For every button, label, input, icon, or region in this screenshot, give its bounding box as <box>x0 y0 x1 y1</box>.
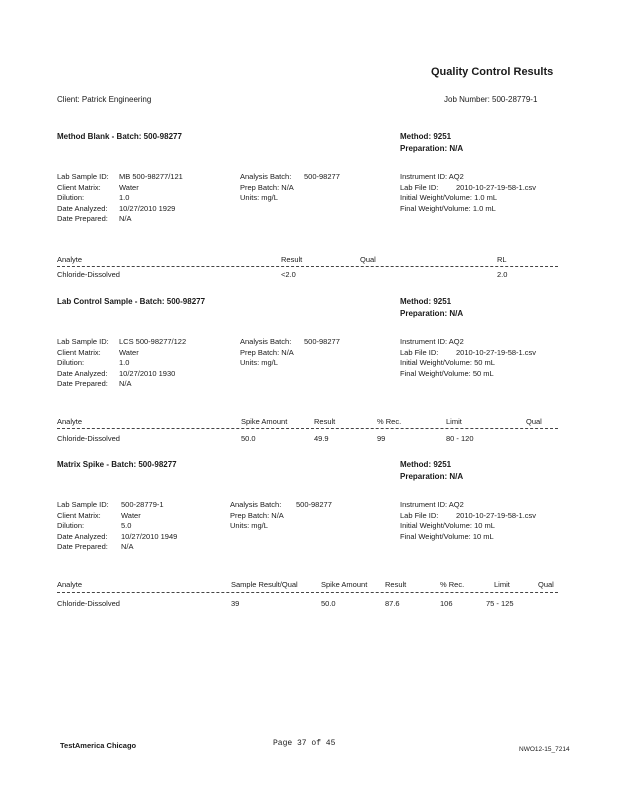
info-label: Client Matrix: <box>57 182 101 192</box>
info-row <box>57 337 186 348</box>
client-name: Client: Patrick Engineering <box>57 95 152 104</box>
table-header-result: Result <box>281 255 303 264</box>
info-value: AQ2 <box>448 172 464 181</box>
info-row <box>57 214 183 225</box>
method-blank-method: Method: 9251 <box>400 132 452 141</box>
lcs-preparation: Preparation: N/A <box>400 309 464 318</box>
info-value: 10/27/2010 1930 <box>119 368 176 378</box>
info-label: Instrument ID: <box>400 500 448 509</box>
info-label: Date Analyzed: <box>57 203 108 213</box>
table-header-result: Result <box>314 417 336 426</box>
info-row <box>400 204 536 215</box>
table-header-rec: % Rec. <box>440 580 465 589</box>
table-header-spike-amount: Spike Amount <box>321 580 368 589</box>
info-row <box>57 193 183 204</box>
table-cell-result: 49.9 <box>314 434 329 443</box>
info-value: MB 500-98277/121 <box>119 172 183 181</box>
info-value: 2010-10-27-19-58-1.csv <box>456 510 537 520</box>
info-label: Initial Weight/Volume: <box>400 521 472 530</box>
matrix-spike-title: Matrix Spike - Batch: 500-98277 <box>57 460 177 469</box>
info-label: Client Matrix: <box>57 347 101 357</box>
table-header-sample-result: Sample Result/Qual <box>231 580 298 589</box>
info-row <box>400 369 536 380</box>
info-value: 50 mL <box>472 368 494 378</box>
info-label: Lab Sample ID: <box>57 337 109 346</box>
info-label: Instrument ID: <box>400 337 448 346</box>
info-value: 500-28779-1 <box>121 500 164 509</box>
footer-page-number: Page 37 of 45 <box>273 739 336 748</box>
info-row <box>57 369 186 380</box>
info-row <box>57 204 183 215</box>
info-value: 500-98277 <box>296 500 332 509</box>
lcs-title: Lab Control Sample - Batch: 500-98277 <box>57 297 206 306</box>
table-header-analyte: Analyte <box>57 255 83 264</box>
info-value: N/A <box>121 542 134 551</box>
info-value: 500-98277 <box>304 337 340 346</box>
lcs-info-col3 <box>400 337 536 379</box>
info-label: Lab File ID: <box>400 347 439 357</box>
footer-document-id: NWO12-15_7214 <box>519 746 570 753</box>
info-row <box>230 521 332 532</box>
info-row <box>57 379 186 390</box>
table-cell-limit: 80 - 120 <box>446 434 474 443</box>
info-label: Dilution: <box>57 521 85 530</box>
info-value: N/A <box>281 182 294 192</box>
info-label: Initial Weight/Volume: <box>400 358 472 367</box>
table-cell-analyte: Chloride-Dissolved <box>57 270 120 279</box>
matrix-spike-info-col1 <box>57 500 177 553</box>
info-label: Client Matrix: <box>57 510 101 520</box>
footer-lab-name: TestAmerica Chicago <box>60 741 137 750</box>
info-label: Dilution: <box>57 193 85 202</box>
table-header-result: Result <box>385 580 407 589</box>
matrix-spike-info-col3 <box>400 500 536 542</box>
info-label: Units: <box>230 521 250 530</box>
lcs-info-col1 <box>57 337 186 390</box>
info-row <box>400 337 536 348</box>
info-label: Lab File ID: <box>400 510 439 520</box>
info-value: Water <box>119 182 139 192</box>
table-cell-spike-amount: 50.0 <box>241 434 256 443</box>
info-label: Initial Weight/Volume: <box>400 193 472 202</box>
table-header-limit: Limit <box>494 580 510 589</box>
table-cell-analyte: Chloride-Dissolved <box>57 599 120 608</box>
info-value: 1.0 <box>119 358 130 367</box>
table-header-analyte: Analyte <box>57 580 83 589</box>
matrix-spike-info-col2 <box>230 500 332 532</box>
info-label: Date Prepared: <box>57 542 108 551</box>
info-row <box>400 521 536 532</box>
info-row <box>400 172 536 183</box>
info-value: 5.0 <box>121 521 132 530</box>
lcs-info-col2 <box>240 337 340 369</box>
info-row <box>57 542 177 553</box>
info-value: mg/L <box>261 358 278 367</box>
info-label: Lab Sample ID: <box>57 500 109 509</box>
info-row <box>400 500 536 511</box>
table-divider <box>57 266 558 267</box>
info-row <box>230 500 332 511</box>
info-label: Analysis Batch: <box>230 500 282 509</box>
info-value: AQ2 <box>448 500 464 509</box>
method-blank-info-col3 <box>400 172 536 214</box>
info-value: Water <box>121 510 141 520</box>
table-divider <box>57 428 558 429</box>
matrix-spike-method: Method: 9251 <box>400 460 452 469</box>
info-value: mg/L <box>261 193 278 202</box>
info-row <box>400 348 536 359</box>
table-header-qual: Qual <box>360 255 376 264</box>
info-label: Prep Batch: <box>230 510 270 520</box>
info-row <box>57 183 183 194</box>
info-row <box>57 358 186 369</box>
info-value: N/A <box>271 510 284 520</box>
table-cell-result: 87.6 <box>385 599 400 608</box>
info-label: Date Analyzed: <box>57 531 108 541</box>
info-label: Prep Batch: <box>240 347 280 357</box>
info-label: Lab File ID: <box>400 182 439 192</box>
table-header-qual: Qual <box>526 417 542 426</box>
table-cell-limit: 75 - 125 <box>486 599 514 608</box>
info-label: Date Prepared: <box>57 379 108 388</box>
table-divider <box>57 592 558 593</box>
info-row <box>57 172 183 183</box>
info-row <box>400 511 536 522</box>
info-row <box>240 358 340 369</box>
info-value: 50 mL <box>474 358 495 367</box>
info-value: 500-98277 <box>304 172 340 181</box>
info-value: 10 mL <box>474 521 495 530</box>
info-value: N/A <box>119 379 132 388</box>
method-blank-info-col1 <box>57 172 183 225</box>
table-cell-sample-result: 39 <box>231 599 240 608</box>
info-label: Instrument ID: <box>400 172 448 181</box>
info-value: 1.0 mL <box>472 203 496 213</box>
info-label: Lab Sample ID: <box>57 172 109 181</box>
info-value: N/A <box>281 347 294 357</box>
info-row <box>400 532 536 543</box>
info-label: Final Weight/Volume: <box>400 203 471 213</box>
info-row <box>240 348 340 359</box>
info-row <box>400 193 536 204</box>
info-label: Final Weight/Volume: <box>400 531 471 541</box>
info-label: Date Prepared: <box>57 214 108 223</box>
info-row <box>57 532 177 543</box>
info-value: 10/27/2010 1929 <box>119 203 176 213</box>
info-value: LCS 500-98277/122 <box>119 337 187 346</box>
info-label: Analysis Batch: <box>240 337 292 346</box>
info-row <box>57 511 177 522</box>
info-row <box>240 193 340 204</box>
page-title: Quality Control Results <box>431 66 554 78</box>
info-label: Date Analyzed: <box>57 368 108 378</box>
table-header-rl: RL <box>497 255 507 264</box>
method-blank-preparation: Preparation: N/A <box>400 144 464 153</box>
table-header-analyte: Analyte <box>57 417 83 426</box>
table-header-rec: % Rec. <box>377 417 402 426</box>
info-row <box>57 500 177 511</box>
info-row <box>57 348 186 359</box>
info-row <box>240 337 340 348</box>
table-cell-rec: 106 <box>440 599 453 608</box>
info-label: Units: <box>240 193 260 202</box>
table-cell-analyte: Chloride-Dissolved <box>57 434 120 443</box>
info-value: 10 mL <box>472 531 494 541</box>
method-blank-info-col2 <box>240 172 340 204</box>
matrix-spike-preparation: Preparation: N/A <box>400 472 464 481</box>
info-label: Final Weight/Volume: <box>400 368 471 378</box>
info-value: 2010-10-27-19-58-1.csv <box>456 347 537 357</box>
info-row <box>230 511 332 522</box>
info-value: 2010-10-27-19-58-1.csv <box>456 182 537 192</box>
info-value: 1.0 <box>119 193 130 202</box>
table-header-limit: Limit <box>446 417 462 426</box>
job-number: Job Number: 500-28779-1 <box>444 95 538 104</box>
info-value: Water <box>119 347 139 357</box>
info-label: Prep Batch: <box>240 182 280 192</box>
info-label: Units: <box>240 358 260 367</box>
info-row <box>57 521 177 532</box>
table-cell-rl: 2.0 <box>497 270 508 279</box>
info-label: Analysis Batch: <box>240 172 292 181</box>
info-row <box>240 183 340 194</box>
info-value: AQ2 <box>448 337 464 346</box>
table-header-spike-amount: Spike Amount <box>241 417 288 426</box>
table-cell-result: <2.0 <box>281 270 296 279</box>
table-header-qual: Qual <box>538 580 554 589</box>
info-row <box>400 183 536 194</box>
method-blank-title: Method Blank - Batch: 500-98277 <box>57 132 182 141</box>
table-cell-rec: 99 <box>377 434 386 443</box>
info-value: N/A <box>119 214 132 223</box>
info-row <box>400 358 536 369</box>
info-value: 1.0 mL <box>474 193 498 202</box>
info-label: Dilution: <box>57 358 85 367</box>
table-cell-spike-amount: 50.0 <box>321 599 336 608</box>
lcs-method: Method: 9251 <box>400 297 452 306</box>
info-row <box>240 172 340 183</box>
info-value: mg/L <box>251 521 268 530</box>
info-value: 10/27/2010 1949 <box>121 531 178 541</box>
